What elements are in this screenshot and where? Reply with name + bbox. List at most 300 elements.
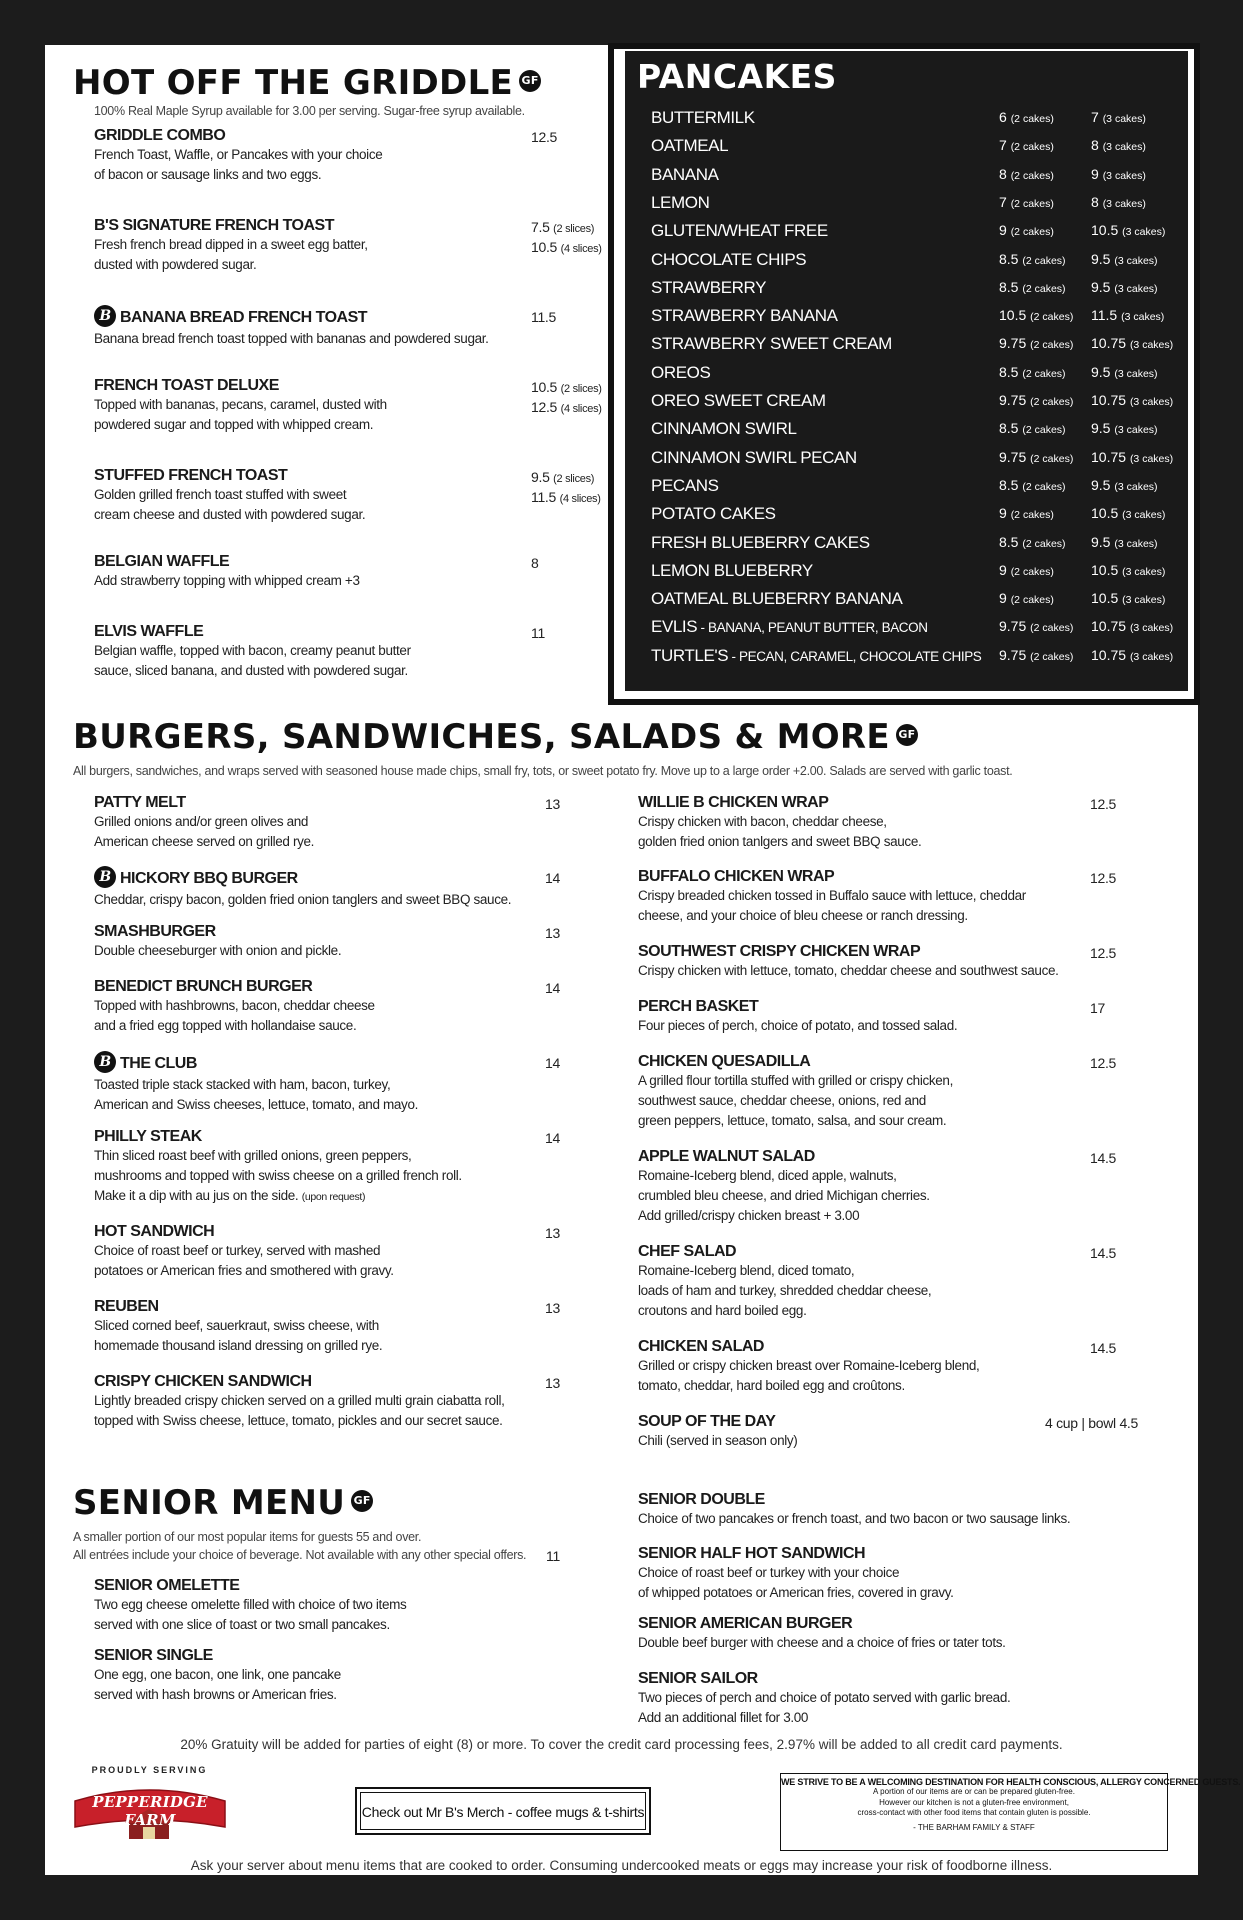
pancake-name-text: BANANA xyxy=(651,164,719,184)
item-desc xyxy=(638,832,921,852)
pancake-row xyxy=(651,306,1181,334)
item-name xyxy=(638,1545,954,1563)
price-value: 8.5 xyxy=(999,420,1019,437)
price-unit: (3 cakes) xyxy=(1129,650,1174,663)
item-desc xyxy=(94,1336,382,1356)
menu-item xyxy=(94,1128,462,1207)
price-value: 9.5 xyxy=(1091,363,1111,380)
item-name-text: CHICKEN QUESADILLA xyxy=(638,1053,811,1070)
pancake-name xyxy=(651,533,870,553)
item-name xyxy=(94,923,341,941)
pancake-name xyxy=(651,589,902,609)
item-desc-text: Four pieces of perch, choice of potato, and tossed salad. xyxy=(638,1018,958,1033)
item-desc xyxy=(94,1166,462,1186)
item-name xyxy=(94,377,387,395)
item-desc-text: One egg, one bacon, one link, one pancake xyxy=(94,1667,341,1682)
item-desc xyxy=(638,886,1026,906)
item-price xyxy=(531,239,602,255)
price-unit: (3 cakes) xyxy=(1114,367,1158,380)
menu-item xyxy=(638,1670,1010,1728)
pancake-name-text: STRAWBERRY SWEET CREAM xyxy=(651,334,892,354)
item-desc xyxy=(638,1563,954,1583)
item-desc-text: American cheese served on grilled rye. xyxy=(94,834,315,849)
price-unit: (3 cakes) xyxy=(1114,282,1158,295)
item-name xyxy=(94,794,314,812)
item-desc-text: Crispy chicken with lettuce, tomato, cheddar cheese and southwest sauce. xyxy=(638,963,1059,978)
price-three-cakes xyxy=(1091,618,1173,634)
item-desc-text: Crispy chicken with bacon, cheddar cheese, xyxy=(638,814,887,829)
price-unit: (2 cakes) xyxy=(1022,537,1066,550)
price-two-cakes xyxy=(999,137,1054,153)
pancake-name-text: CINNAMON SWIRL PECAN xyxy=(651,447,857,467)
pancake-row xyxy=(651,448,1181,476)
item-desc-text: Two pieces of perch and choice of potato served with garlic bread. xyxy=(638,1690,1011,1705)
pancake-name-text: TURTLE'S xyxy=(651,645,729,665)
senior-title-text: SENIOR MENU xyxy=(73,1483,346,1523)
price-unit: (2 cakes) xyxy=(1022,480,1066,493)
signature-b-icon: B xyxy=(94,866,116,888)
price-unit: (2 cakes) xyxy=(1010,141,1054,154)
pancake-name xyxy=(651,363,710,383)
item-desc-text: Cheddar, crispy bacon, golden fried onion tanglers and sweet BBQ sauce. xyxy=(94,892,512,907)
pancake-row xyxy=(651,278,1181,306)
price-value: 9.75 xyxy=(999,646,1027,663)
item-desc xyxy=(638,1633,1006,1653)
price-value: 10.75 xyxy=(1091,448,1127,465)
pancake-name xyxy=(651,108,755,128)
price-value: 9 xyxy=(999,561,1007,578)
item-price: 4 cup | bowl 4.5 xyxy=(1045,1415,1139,1431)
item-desc xyxy=(94,1615,406,1635)
item-name-text: SENIOR SINGLE xyxy=(94,1647,213,1664)
pancake-row xyxy=(651,419,1181,447)
griddle-title-text: HOT OFF THE GRIDDLE xyxy=(73,63,514,103)
item-desc: Topped with bananas, pecans, caramel, dusted with xyxy=(94,397,387,412)
item-name-text: SENIOR AMERICAN BURGER xyxy=(638,1615,853,1632)
merch-text: Check out Mr B's Merch - coffee mugs & t-shirts xyxy=(360,1792,646,1830)
pancake-row xyxy=(651,136,1181,164)
price-value: 8.5 xyxy=(999,250,1019,267)
price-value: 11.5 xyxy=(1091,307,1118,324)
senior-price: 11 xyxy=(546,1548,560,1564)
pancake-name-text: OREOS xyxy=(651,362,711,382)
item-price xyxy=(531,219,594,235)
item-price: 12.5 xyxy=(1090,796,1117,812)
price-two-cakes xyxy=(999,534,1066,550)
pancake-name xyxy=(651,165,719,185)
price-unit: (3 cakes) xyxy=(1114,480,1158,493)
price-value: 10.75 xyxy=(1091,335,1127,352)
item-desc xyxy=(638,961,1059,981)
price-value: 10.5 xyxy=(1091,222,1119,239)
item-name-text: SENIOR DOUBLE xyxy=(638,1491,765,1508)
price-two-cakes xyxy=(999,335,1073,351)
item-desc: Fresh french bread dipped in a sweet egg batter, xyxy=(94,237,368,252)
item-name xyxy=(638,1491,1070,1509)
item-name xyxy=(94,978,375,996)
pancake-name-text: FRESH BLUEBERRY CAKES xyxy=(651,532,870,552)
price-value: 8 xyxy=(1091,193,1099,210)
price-two-cakes xyxy=(999,420,1066,436)
griddle-note: 100% Real Maple Syrup available for 3.00 per serving. Sugar-free syrup available. xyxy=(94,104,525,118)
pancake-row xyxy=(651,250,1181,278)
item-desc-text: served with hash browns or American fries. xyxy=(94,1687,337,1702)
item-desc-text: served with one slice of toast or two small pancakes. xyxy=(94,1617,390,1632)
menu-item xyxy=(638,1491,1070,1529)
item-name-text: CRISPY CHICKEN SANDWICH xyxy=(94,1373,312,1390)
item-desc-text: loads of ham and turkey, shredded cheddar cheese, xyxy=(638,1283,932,1298)
price-two-cakes xyxy=(999,647,1073,663)
pancake-row xyxy=(651,221,1181,249)
item-desc: Banana bread french toast topped with bananas and powdered sugar. xyxy=(94,331,489,346)
menu-item xyxy=(638,1413,797,1451)
item-desc xyxy=(94,1595,406,1615)
item-name xyxy=(94,1647,341,1665)
item-desc xyxy=(94,1685,341,1705)
pancakes-panel xyxy=(625,51,1188,691)
pancake-name-text: STRAWBERRY xyxy=(651,277,767,297)
price-unit: (3 cakes) xyxy=(1121,311,1165,324)
pancakes-title: PANCAKES xyxy=(637,57,837,96)
item-desc-text: Add an additional fillet for 3.00 xyxy=(638,1710,809,1725)
griddle-item xyxy=(94,377,387,435)
item-price xyxy=(531,379,602,395)
price-three-cakes xyxy=(1091,137,1146,153)
pancake-row xyxy=(651,165,1181,193)
item-desc-text: Make it a dip with au jus on the side. xyxy=(94,1188,299,1203)
pancake-name-text: PECANS xyxy=(651,475,719,495)
item-desc-text: Sliced corned beef, sauerkraut, swiss cheese, with xyxy=(94,1318,379,1333)
pancake-name xyxy=(651,136,728,156)
pancake-name xyxy=(651,448,857,468)
price-value: 9.5 xyxy=(1091,533,1111,550)
price-unit: (3 cakes) xyxy=(1114,537,1158,550)
item-name xyxy=(638,1670,1010,1688)
price-unit: (2 slices) xyxy=(560,383,602,395)
pancake-name xyxy=(651,278,766,298)
price-unit: (3 cakes) xyxy=(1122,594,1166,607)
pancake-name xyxy=(651,334,892,354)
item-name-text: HOT SANDWICH xyxy=(94,1223,215,1240)
pancake-name-text: GLUTEN/WHEAT FREE xyxy=(651,221,828,241)
item-desc-text: crumbled bleu cheese, and dried Michigan cherries. xyxy=(638,1188,930,1203)
item-price xyxy=(531,625,545,641)
menu-item xyxy=(94,794,314,852)
pancake-row xyxy=(651,561,1181,589)
price-value: 8.5 xyxy=(999,363,1019,380)
price-unit: (3 cakes) xyxy=(1122,509,1166,522)
price-value: 9 xyxy=(1091,165,1099,182)
item-name xyxy=(94,1577,406,1595)
price-unit: (2 cakes) xyxy=(1010,509,1054,522)
price-unit: (2 cakes) xyxy=(1030,650,1074,663)
item-name-text: HICKORY BBQ BURGER xyxy=(120,870,298,888)
item-name-text: SMASHBURGER xyxy=(94,923,216,940)
item-price xyxy=(531,309,556,325)
price-two-cakes xyxy=(999,364,1066,380)
price-unit: (4 slices) xyxy=(559,493,601,505)
item-desc-text: potatoes or American fries and smothered with gravy. xyxy=(94,1263,394,1278)
griddle-item xyxy=(94,217,368,275)
item-desc xyxy=(638,1091,953,1111)
item-name xyxy=(94,868,511,890)
logo-main-text: PEPPERIDGE FARM xyxy=(92,1793,208,1829)
price-three-cakes xyxy=(1091,647,1173,663)
item-desc xyxy=(94,1411,505,1431)
burgers-title xyxy=(73,717,918,757)
price-three-cakes xyxy=(1091,222,1165,238)
price-two-cakes xyxy=(999,307,1073,323)
item-desc xyxy=(638,1688,1010,1708)
item-price: 13 xyxy=(545,1225,560,1241)
price-two-cakes xyxy=(999,392,1073,408)
gluten-notice-signature: - THE BARHAM FAMILY & STAFF xyxy=(913,1822,1035,1832)
item-desc xyxy=(638,1376,979,1396)
price-value: 9.5 xyxy=(1091,476,1111,493)
price-three-cakes xyxy=(1091,449,1173,465)
price-unit: (2 cakes) xyxy=(1010,197,1054,210)
pancake-row xyxy=(651,589,1181,617)
menu-item xyxy=(94,923,341,961)
price-two-cakes xyxy=(999,477,1066,493)
menu-item xyxy=(638,1545,954,1603)
price-two-cakes xyxy=(999,251,1066,267)
pancake-row xyxy=(651,617,1181,645)
item-desc xyxy=(94,1146,462,1166)
item-desc-text: of whipped potatoes or American fries, covered in gravy. xyxy=(638,1585,954,1600)
price-unit: (2 cakes) xyxy=(1010,113,1054,125)
price-value: 10.75 xyxy=(1091,618,1127,635)
gratuity-note: 20% Gratuity will be added for parties of eight (8) or more. To cover the credit card processing fees, 2.97% will be added to all credit card payments. xyxy=(180,1737,1063,1752)
item-name-text: WILLIE B CHICKEN WRAP xyxy=(638,794,829,811)
pancake-name-text: LEMON BLUEBERRY xyxy=(651,560,813,580)
gluten-free-icon: GF xyxy=(896,724,918,746)
gluten-free-icon: GF xyxy=(351,1490,373,1512)
item-desc xyxy=(638,1431,797,1451)
item-desc-text: Romaine-Iceberg blend, diced tomato, xyxy=(638,1263,855,1278)
item-name-text: GRIDDLE COMBO xyxy=(94,127,226,144)
menu-item xyxy=(638,1148,930,1226)
pancake-row xyxy=(651,391,1181,419)
item-name xyxy=(94,307,489,329)
item-desc-text: Grilled or crispy chicken breast over Romaine-Iceberg blend, xyxy=(638,1358,980,1373)
menu-item xyxy=(94,868,511,910)
item-name xyxy=(638,1148,930,1166)
price-value: 12.5 xyxy=(531,399,558,415)
price-unit: (2 cakes) xyxy=(1030,396,1074,408)
item-name xyxy=(94,1128,462,1146)
price-unit: (2 cakes) xyxy=(1010,169,1054,182)
item-price xyxy=(531,399,602,415)
price-unit: (2 slices) xyxy=(553,473,595,485)
item-desc-text: southwest sauce, cheddar cheese, onions, red and xyxy=(638,1093,926,1108)
item-desc-text: Choice of roast beef or turkey, served with mashed xyxy=(94,1243,381,1258)
item-desc-text: Add grilled/crispy chicken breast + 3.00 xyxy=(638,1208,860,1223)
menu-item xyxy=(638,1615,1006,1653)
price-value: 11 xyxy=(531,625,545,641)
burgers-title-text: BURGERS, SANDWICHES, SALADS & MORE xyxy=(73,717,890,757)
item-desc-text: Thin sliced roast beef with grilled onions, green peppers, xyxy=(94,1148,412,1163)
price-unit: (2 cakes) xyxy=(1030,622,1074,635)
price-unit: (2 cakes) xyxy=(1010,565,1054,578)
item-desc-text: Double cheeseburger with onion and pickle. xyxy=(94,943,342,958)
item-name-text: BENEDICT BRUNCH BURGER xyxy=(94,978,313,995)
item-desc-text: golden fried onion tanlgers and sweet BBQ sauce. xyxy=(638,834,922,849)
price-unit: (2 cakes) xyxy=(1022,254,1066,267)
item-desc xyxy=(638,1261,931,1281)
price-value: 12.5 xyxy=(531,129,558,145)
logo-top-text: PROUDLY SERVING xyxy=(91,1765,208,1775)
item-name xyxy=(638,794,921,812)
item-desc: sauce, sliced banana, and dusted with powdered sugar. xyxy=(94,663,408,678)
price-value: 10.5 xyxy=(1091,590,1119,607)
item-name-text: PATTY MELT xyxy=(94,794,186,811)
item-name xyxy=(638,1615,1006,1633)
griddle-title xyxy=(73,63,541,103)
price-value: 9 xyxy=(999,590,1007,607)
item-desc xyxy=(638,1071,953,1091)
pancake-name-text: EVLIS xyxy=(651,617,698,637)
price-value: 10.75 xyxy=(1091,392,1127,408)
gluten-notice-line: cross-contact with other food items that contain gluten is possible. xyxy=(857,1808,1091,1817)
price-three-cakes xyxy=(1091,166,1146,182)
price-value: 11.5 xyxy=(531,309,557,325)
griddle-item xyxy=(94,553,360,591)
item-desc-text: green peppers, lettuce, tomato, salsa, and sour cream. xyxy=(638,1113,947,1128)
item-desc-text: Choice of roast beef or turkey with your choice xyxy=(638,1565,900,1580)
item-price: 17 xyxy=(1090,1000,1105,1016)
price-three-cakes xyxy=(1091,562,1165,578)
item-desc-text: tomato, cheddar, hard boiled egg and croûtons. xyxy=(638,1378,905,1393)
pancake-name-text: BUTTERMILK xyxy=(651,108,755,127)
pancake-row xyxy=(651,193,1181,221)
item-desc: of bacon or sausage links and two eggs. xyxy=(94,167,322,182)
price-unit: (3 cakes) xyxy=(1102,113,1146,125)
pancake-name xyxy=(651,617,928,637)
menu-item xyxy=(638,1053,953,1131)
gluten-notice-line: However our kitchen is not a gluten-free environment, xyxy=(879,1797,1069,1807)
item-name-text: PHILLY STEAK xyxy=(94,1128,202,1145)
griddle-item xyxy=(94,467,365,525)
item-desc-text: Two egg cheese omelette filled with choice of two items xyxy=(94,1597,407,1612)
item-desc-text: cheese, and your choice of bleu cheese or ranch dressing. xyxy=(638,908,968,923)
price-value: 9.5 xyxy=(1091,250,1111,267)
pancake-row xyxy=(651,334,1181,362)
item-name-text: BUFFALO CHICKEN WRAP xyxy=(638,868,835,885)
price-two-cakes xyxy=(999,449,1073,465)
price-unit: (3 cakes) xyxy=(1102,197,1146,210)
item-name xyxy=(638,998,957,1016)
gluten-notice-line: A portion of our items are or can be prepared gluten-free. xyxy=(873,1787,1075,1796)
price-value: 7 xyxy=(999,137,1007,154)
menu-item xyxy=(638,868,1026,926)
price-two-cakes xyxy=(999,194,1054,210)
gluten-notice-title: WE STRIVE TO BE A WELCOMING DESTINATION FOR HEALTH CONSCIOUS, ALLERGY CONCERNED GUESTS. xyxy=(781,1777,1241,1787)
item-desc-text: Romaine-Iceberg blend, diced apple, walnuts, xyxy=(638,1168,897,1183)
pancake-name xyxy=(651,504,776,524)
price-three-cakes xyxy=(1091,505,1165,521)
merch-box xyxy=(355,1787,651,1835)
price-three-cakes xyxy=(1091,335,1173,351)
item-price: 14.5 xyxy=(1090,1245,1117,1261)
item-desc xyxy=(638,1356,979,1376)
price-value: 11.5 xyxy=(531,489,557,505)
price-value: 9 xyxy=(999,222,1007,239)
item-name-text: THE CLUB xyxy=(120,1055,197,1073)
pancake-name-text: OREO SWEET CREAM xyxy=(651,391,826,410)
item-price xyxy=(531,129,557,145)
item-desc-text: Grilled onions and/or green olives and xyxy=(94,814,309,829)
item-price xyxy=(531,555,539,571)
pancake-row xyxy=(651,504,1181,532)
price-value: 10.5 xyxy=(531,379,558,395)
signature-b-icon: B xyxy=(94,305,116,327)
price-two-cakes xyxy=(999,166,1054,182)
price-value: 10.5 xyxy=(1091,561,1119,578)
item-price xyxy=(531,469,594,485)
menu-item xyxy=(638,998,957,1036)
price-value: 9.75 xyxy=(999,335,1027,352)
price-two-cakes xyxy=(999,109,1054,125)
item-desc xyxy=(638,1281,931,1301)
item-price: 12.5 xyxy=(1090,1055,1117,1071)
item-desc-text: Toasted triple stack stacked with ham, bacon, turkey, xyxy=(94,1077,391,1092)
price-unit: (2 cakes) xyxy=(1010,226,1054,239)
item-name-text: BELGIAN WAFFLE xyxy=(94,553,230,570)
item-desc-text: Topped with hashbrowns, bacon, cheddar cheese xyxy=(94,998,375,1013)
item-price: 14 xyxy=(545,1130,560,1146)
menu-page xyxy=(45,45,1241,1875)
item-desc xyxy=(94,1075,418,1095)
pancake-name xyxy=(651,306,838,326)
pepperidge-farm-logo xyxy=(67,1765,232,1845)
price-unit: (3 cakes) xyxy=(1102,169,1146,182)
item-name xyxy=(94,1298,382,1316)
price-value: 7.5 xyxy=(531,219,550,235)
menu-item xyxy=(638,1243,931,1321)
menu-item xyxy=(94,1298,382,1356)
item-name xyxy=(94,553,360,571)
item-desc xyxy=(638,1166,930,1186)
pancake-name-text: OATMEAL BLUEBERRY BANANA xyxy=(651,589,903,609)
griddle-item xyxy=(94,307,489,349)
item-desc xyxy=(94,1391,505,1411)
price-unit: (4 slices) xyxy=(560,403,602,415)
item-name-text: SOUTHWEST CRISPY CHICKEN WRAP xyxy=(638,943,921,960)
item-name xyxy=(638,1338,979,1356)
pancake-row xyxy=(651,363,1181,391)
pancake-name xyxy=(651,646,981,666)
item-name-text: CHEF SALAD xyxy=(638,1243,737,1260)
price-value: 9.5 xyxy=(531,469,550,485)
item-desc xyxy=(94,996,375,1016)
item-name xyxy=(638,1413,797,1431)
pancake-name xyxy=(651,250,806,270)
price-value: 9.75 xyxy=(999,448,1027,465)
item-desc xyxy=(638,1016,957,1036)
item-price: 13 xyxy=(545,1375,560,1391)
menu-item xyxy=(638,794,921,852)
pancake-row xyxy=(651,646,1181,674)
item-desc: dusted with powdered sugar. xyxy=(94,257,257,272)
signature-b-icon: B xyxy=(94,1051,116,1073)
pancake-name xyxy=(651,476,719,496)
item-desc xyxy=(94,1665,341,1685)
pancake-name-text: LEMON xyxy=(651,192,710,212)
pancake-name xyxy=(651,561,813,581)
price-three-cakes xyxy=(1091,109,1146,125)
pancake-name-text: CINNAMON SWIRL xyxy=(651,419,797,439)
